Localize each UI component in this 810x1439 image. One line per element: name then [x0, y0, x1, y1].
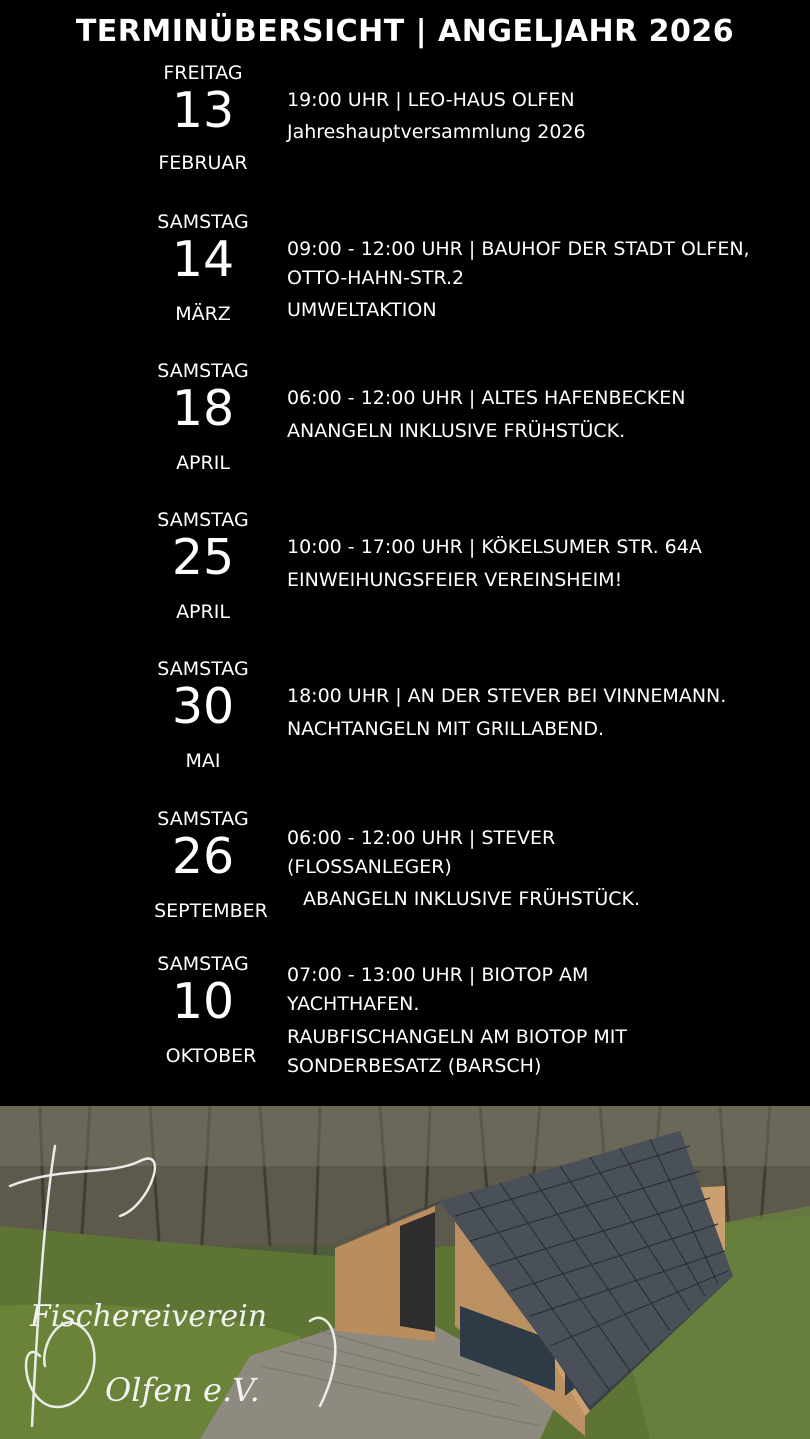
event-line: YACHTHAFEN. — [287, 993, 420, 1015]
event-details — [287, 384, 802, 446]
event-weekday: SAMSTAG — [157, 211, 249, 233]
event-month: MAI — [185, 750, 221, 772]
event-line: Jahreshauptversammlung 2026 — [287, 121, 586, 143]
event-month: APRIL — [176, 601, 230, 623]
event-line: UMWELTAKTION — [287, 299, 437, 321]
event-details — [287, 533, 802, 595]
event-line: SONDERBESATZ (BARSCH) — [287, 1055, 542, 1077]
event-line: ABANGELN INKLUSIVE FRÜHSTÜCK. — [303, 888, 640, 910]
event-weekday: SAMSTAG — [157, 360, 249, 382]
event-line: 06:00 - 12:00 UHR | ALTES HAFENBECKEN — [287, 387, 686, 409]
event-day: 25 — [171, 529, 235, 586]
clubhouse-photo — [0, 1106, 810, 1439]
clubhouse-illustration — [0, 1106, 810, 1439]
event-line: 07:00 - 13:00 UHR | BIOTOP AM — [287, 964, 589, 986]
event-month: SEPTEMBER — [154, 900, 268, 922]
event-month: FEBRUAR — [158, 152, 248, 174]
event-month: OKTOBER — [165, 1045, 257, 1067]
event-line: NACHTANGELN MIT GRILLABEND. — [287, 718, 605, 740]
event-line: EINWEIHUNGSFEIER VEREINSHEIM! — [287, 569, 623, 591]
page-title: TERMINÜBERSICHT | ANGELJAHR 2026 — [75, 14, 735, 49]
event-details — [287, 86, 802, 147]
event-line: OTTO-HAHN-STR.2 — [287, 267, 465, 289]
event-day: 10 — [171, 973, 235, 1030]
event-line: (FLOSSANLEGER) — [287, 856, 452, 878]
event-weekday: SAMSTAG — [157, 658, 249, 680]
club-logo-line1: Fischereiverein — [30, 1299, 268, 1334]
event-weekday: FREITAG — [163, 62, 243, 84]
event-details — [287, 961, 802, 1081]
event-item — [0, 808, 810, 948]
event-item — [0, 658, 810, 798]
event-item — [0, 360, 810, 500]
club-logo-line2: Olfen e.V. — [105, 1371, 260, 1409]
event-weekday: SAMSTAG — [157, 953, 249, 975]
event-item — [0, 62, 810, 202]
event-line: ANANGELN INKLUSIVE FRÜHSTÜCK. — [287, 420, 626, 442]
event-line: 09:00 - 12:00 UHR | BAUHOF DER STADT OLFEN, — [287, 238, 750, 260]
event-weekday: SAMSTAG — [157, 808, 249, 830]
event-day: 26 — [171, 828, 235, 885]
event-item — [0, 509, 810, 649]
event-line: 18:00 UHR | AN DER STEVER BEI VINNEMANN. — [287, 685, 727, 707]
event-item — [0, 211, 810, 351]
event-month: APRIL — [176, 452, 230, 474]
event-details — [287, 824, 802, 914]
event-item — [0, 953, 810, 1093]
event-month: MÄRZ — [175, 303, 231, 325]
event-day: 14 — [171, 231, 235, 288]
event-line: 19:00 UHR | LEO-HAUS OLFEN — [287, 89, 575, 111]
event-day: 18 — [171, 380, 235, 437]
event-details — [287, 235, 802, 325]
event-details — [287, 682, 802, 744]
event-day: 13 — [171, 82, 235, 139]
event-day: 30 — [171, 678, 235, 735]
event-line: 06:00 - 12:00 UHR | STEVER — [287, 827, 556, 849]
event-line: RAUBFISCHANGELN AM BIOTOP MIT — [287, 1026, 627, 1048]
event-line: 10:00 - 17:00 UHR | KÖKELSUMER STR. 64A — [287, 536, 702, 558]
event-weekday: SAMSTAG — [157, 509, 249, 531]
